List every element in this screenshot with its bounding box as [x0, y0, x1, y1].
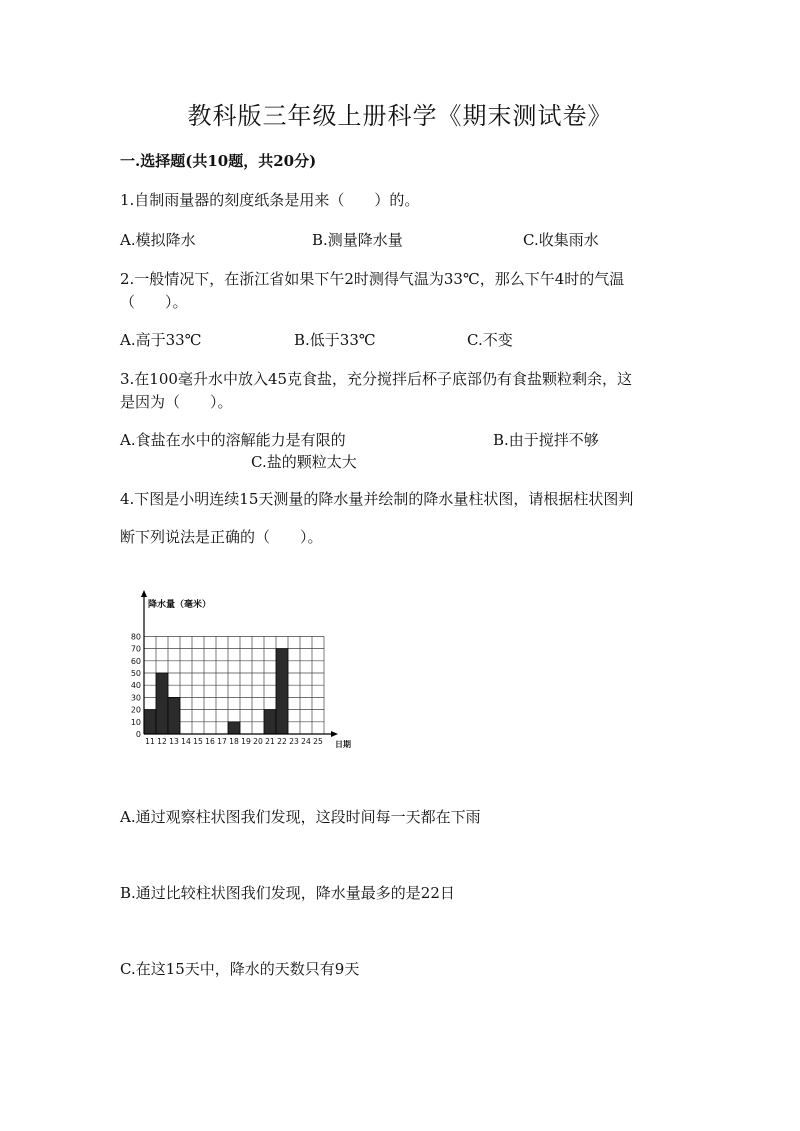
chart-bar: [264, 710, 276, 734]
y-tick-label: 80: [130, 632, 141, 642]
section-heading: 一.选择题(共10题，共20分): [120, 152, 317, 170]
chart-bar: [168, 697, 180, 734]
y-tick-label: 40: [130, 681, 141, 691]
y-axis-arrow: [141, 590, 147, 597]
x-tick-label: 25: [313, 737, 323, 746]
y-tick-label: 30: [130, 693, 141, 703]
question-3-option-a[interactable]: A.食盐在水中的溶解能力是有限的: [120, 431, 346, 449]
x-tick-label: 11: [145, 737, 155, 746]
x-tick-label: 17: [217, 737, 227, 746]
x-tick-label: 13: [169, 737, 179, 746]
question-4-option-c[interactable]: C.在这15天中，降水的天数只有9天: [120, 960, 360, 978]
question-1-stem: 1.自制雨量器的刻度纸条是用来（ ）的。: [120, 191, 420, 209]
question-4-stem-line-1: 4.下图是小明连续15天测量的降水量并绘制的降水量柱状图，请根据柱状图判: [120, 490, 634, 508]
question-1-option-c[interactable]: C.收集雨水: [523, 231, 599, 249]
question-3-stem-line-1: 3.在100毫升水中放入45克食盐，充分搅拌后杯子底部仍有食盐颗粒剩余，这: [120, 370, 633, 388]
x-tick-label: 15: [193, 737, 203, 746]
question-3-stem-line-2: 是因为（ ）。: [120, 393, 233, 411]
question-2-option-a[interactable]: A.高于33℃: [120, 331, 202, 349]
x-tick-label: 18: [229, 737, 239, 746]
y-tick-label: 70: [130, 644, 141, 654]
x-tick-label: 16: [205, 737, 215, 746]
y-tick-label: 0: [135, 730, 141, 739]
question-2-option-c[interactable]: C.不变: [467, 331, 513, 349]
chart-svg: [128, 588, 354, 752]
chart-bar: [228, 722, 240, 734]
x-tick-label: 14: [181, 737, 191, 746]
x-tick-label: 23: [289, 737, 299, 746]
x-tick-label: 20: [253, 737, 263, 746]
question-4-stem-line-2: 断下列说法是正确的（ ）。: [120, 528, 323, 546]
y-axis-label: 降水量（毫米）: [148, 600, 212, 610]
chart-bar: [156, 673, 168, 734]
y-tick-label: 50: [130, 669, 141, 678]
chart-bar: [276, 649, 288, 734]
question-3-option-b[interactable]: B.由于搅拌不够: [493, 431, 599, 449]
chart-bar: [144, 710, 156, 734]
page-title: 教科版三年级上册科学《期末测试卷》: [187, 102, 613, 130]
rainfall-bar-chart: [128, 588, 354, 752]
x-tick-label: 22: [277, 737, 287, 746]
x-tick-label: 12: [157, 737, 167, 746]
question-2-stem-line-2: （ ）。: [120, 293, 188, 311]
question-4-option-a[interactable]: A.通过观察柱状图我们发现，这段时间每一天都在下雨: [120, 808, 481, 826]
x-tick-label: 21: [265, 737, 275, 746]
y-tick-label: 60: [130, 656, 141, 666]
x-tick-label: 24: [301, 737, 311, 746]
question-3-option-c[interactable]: C.盐的颗粒太大: [251, 453, 357, 471]
question-2-stem-line-1: 2.一般情况下，在浙江省如果下午2时测得气温为33℃，那么下午4时的气温: [120, 270, 625, 288]
x-axis-arrow: [331, 731, 338, 737]
question-2-option-b[interactable]: B.低于33℃: [294, 331, 376, 349]
x-tick-label: 19: [241, 737, 251, 746]
x-axis-label: 日期: [335, 740, 351, 749]
question-1-option-a[interactable]: A.模拟降水: [120, 231, 196, 249]
question-4-option-b[interactable]: B.通过比较柱状图我们发现，降水量最多的是22日: [120, 884, 455, 902]
question-1-option-b[interactable]: B.测量降水量: [312, 231, 403, 249]
y-tick-label: 20: [130, 705, 141, 715]
y-tick-label: 10: [130, 717, 141, 727]
